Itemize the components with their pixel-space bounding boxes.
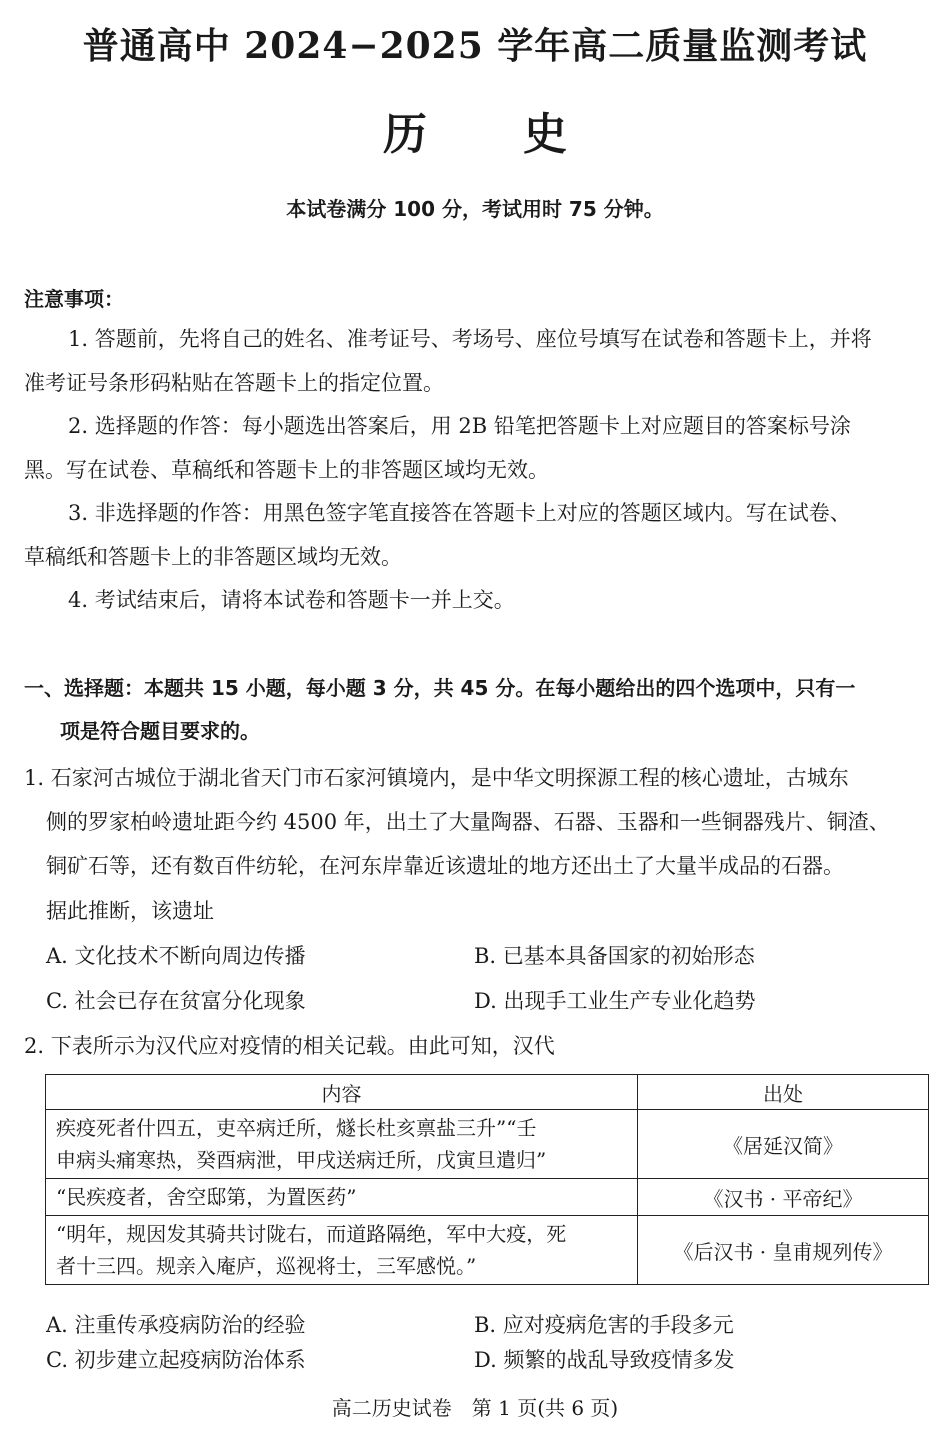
notice-heading: 注意事项：: [24, 287, 124, 311]
q1-option-c[interactable]: C. 社会已存在贫富分化现象: [46, 989, 306, 1013]
score-note: 本试卷满分 100 分，考试用时 75 分钟。: [286, 197, 664, 221]
question-2-stem: 2. 下表所示为汉代应对疫情的相关记载。由此可知，汉代: [24, 1034, 555, 1058]
subject-title: 历史: [383, 109, 663, 160]
content-cell: [46, 1110, 638, 1179]
q1-option-d[interactable]: D. 出现手工业生产专业化趋势: [474, 989, 756, 1013]
notice-line: 黑。写在试卷、草稿纸和答题卡上的非答题区域均无效。: [24, 458, 549, 482]
section-heading: 一、选择题：本题共 15 小题，每小题 3 分，共 45 分。在每小题给出的四个选项中，只有一: [24, 676, 856, 700]
notice-line: 3. 非选择题的作答：用黑色签字笔直接答在答题卡上对应的答题区域内。写在试卷、: [68, 501, 851, 525]
content-line: “明年，规因发其骑共讨陇右，而道路隔绝，军中大疫，死: [56, 1222, 567, 1246]
q1-option-b[interactable]: B. 已基本具备国家的初始形态: [474, 944, 755, 968]
question-1-stem: 铜矿石等，还有数百件纺轮，在河东岸靠近该遗址的地方还出土了大量半成品的石器。: [46, 854, 844, 878]
q2-option-d[interactable]: D. 频繁的战乱导致疫情多发: [474, 1348, 735, 1372]
content-line: 者十三四。规亲入庵庐，巡视将士，三军感悦。”: [56, 1254, 477, 1278]
q2-option-a[interactable]: A. 注重传承疫病防治的经验: [46, 1313, 306, 1337]
q2-option-b[interactable]: B. 应对疫病危害的手段多元: [474, 1313, 734, 1337]
table-row: [46, 1216, 929, 1285]
content-cell: [46, 1179, 638, 1216]
question-1-stem: 据此推断，该遗址: [46, 899, 214, 923]
notice-line: 草稿纸和答题卡上的非答题区域均无效。: [24, 545, 402, 569]
table-header-row: [46, 1075, 929, 1110]
notice-line: 2. 选择题的作答：每小题选出答案后，用 2B 铅笔把答题卡上对应题目的答案标号涂: [68, 414, 851, 438]
question-1-stem: 1. 石家河古城位于湖北省天门市石家河镇境内，是中华文明探源工程的核心遗址，古城东: [24, 766, 849, 790]
notice-line: 准考证号条形码粘贴在答题卡上的指定位置。: [24, 371, 444, 395]
page-footer: 高二历史试卷 第 1 页(共 6 页): [331, 1396, 619, 1420]
notice-line: 1. 答题前，先将自己的姓名、准考证号、考场号、座位号填写在试卷和答题卡上，并将: [68, 327, 872, 351]
content-cell: [46, 1216, 638, 1285]
exam-title: 普通高中 2024−2025 学年高二质量监测考试: [82, 25, 868, 67]
q1-option-a[interactable]: A. 文化技术不断向周边传播: [46, 944, 306, 968]
q2-option-c[interactable]: C. 初步建立起疫病防治体系: [46, 1348, 306, 1372]
notice-line: 4. 考试结束后，请将本试卷和答题卡一并上交。: [68, 588, 515, 612]
question-1-stem: 侧的罗家柏岭遗址距今约 4500 年，出土了大量陶器、石器、玉器和一些铜器残片、铜渣、: [46, 810, 890, 834]
source-cell: 《后汉书 · 皇甫规列传》: [638, 1216, 929, 1285]
content-line: 疾疫死者什四五，吏卒病迁所，燧长杜亥禀盐三升”“壬: [56, 1116, 537, 1140]
epidemic-records-table: [45, 1074, 929, 1285]
content-line: 申病头痛寒热，癸酉病泄，甲戌送病迁所，戊寅旦遣归”: [56, 1148, 547, 1172]
column-header-source: 出处: [638, 1075, 929, 1110]
source-cell: 《居延汉简》: [638, 1110, 929, 1179]
source-cell: 《汉书 · 平帝纪》: [638, 1179, 929, 1216]
table-row: [46, 1110, 929, 1179]
table-row: [46, 1179, 929, 1216]
section-heading-cont: 项是符合题目要求的。: [60, 719, 260, 743]
column-header-content: 内容: [46, 1075, 638, 1110]
content-line: “民疾疫者，舍空邸第，为置医药”: [56, 1185, 357, 1209]
